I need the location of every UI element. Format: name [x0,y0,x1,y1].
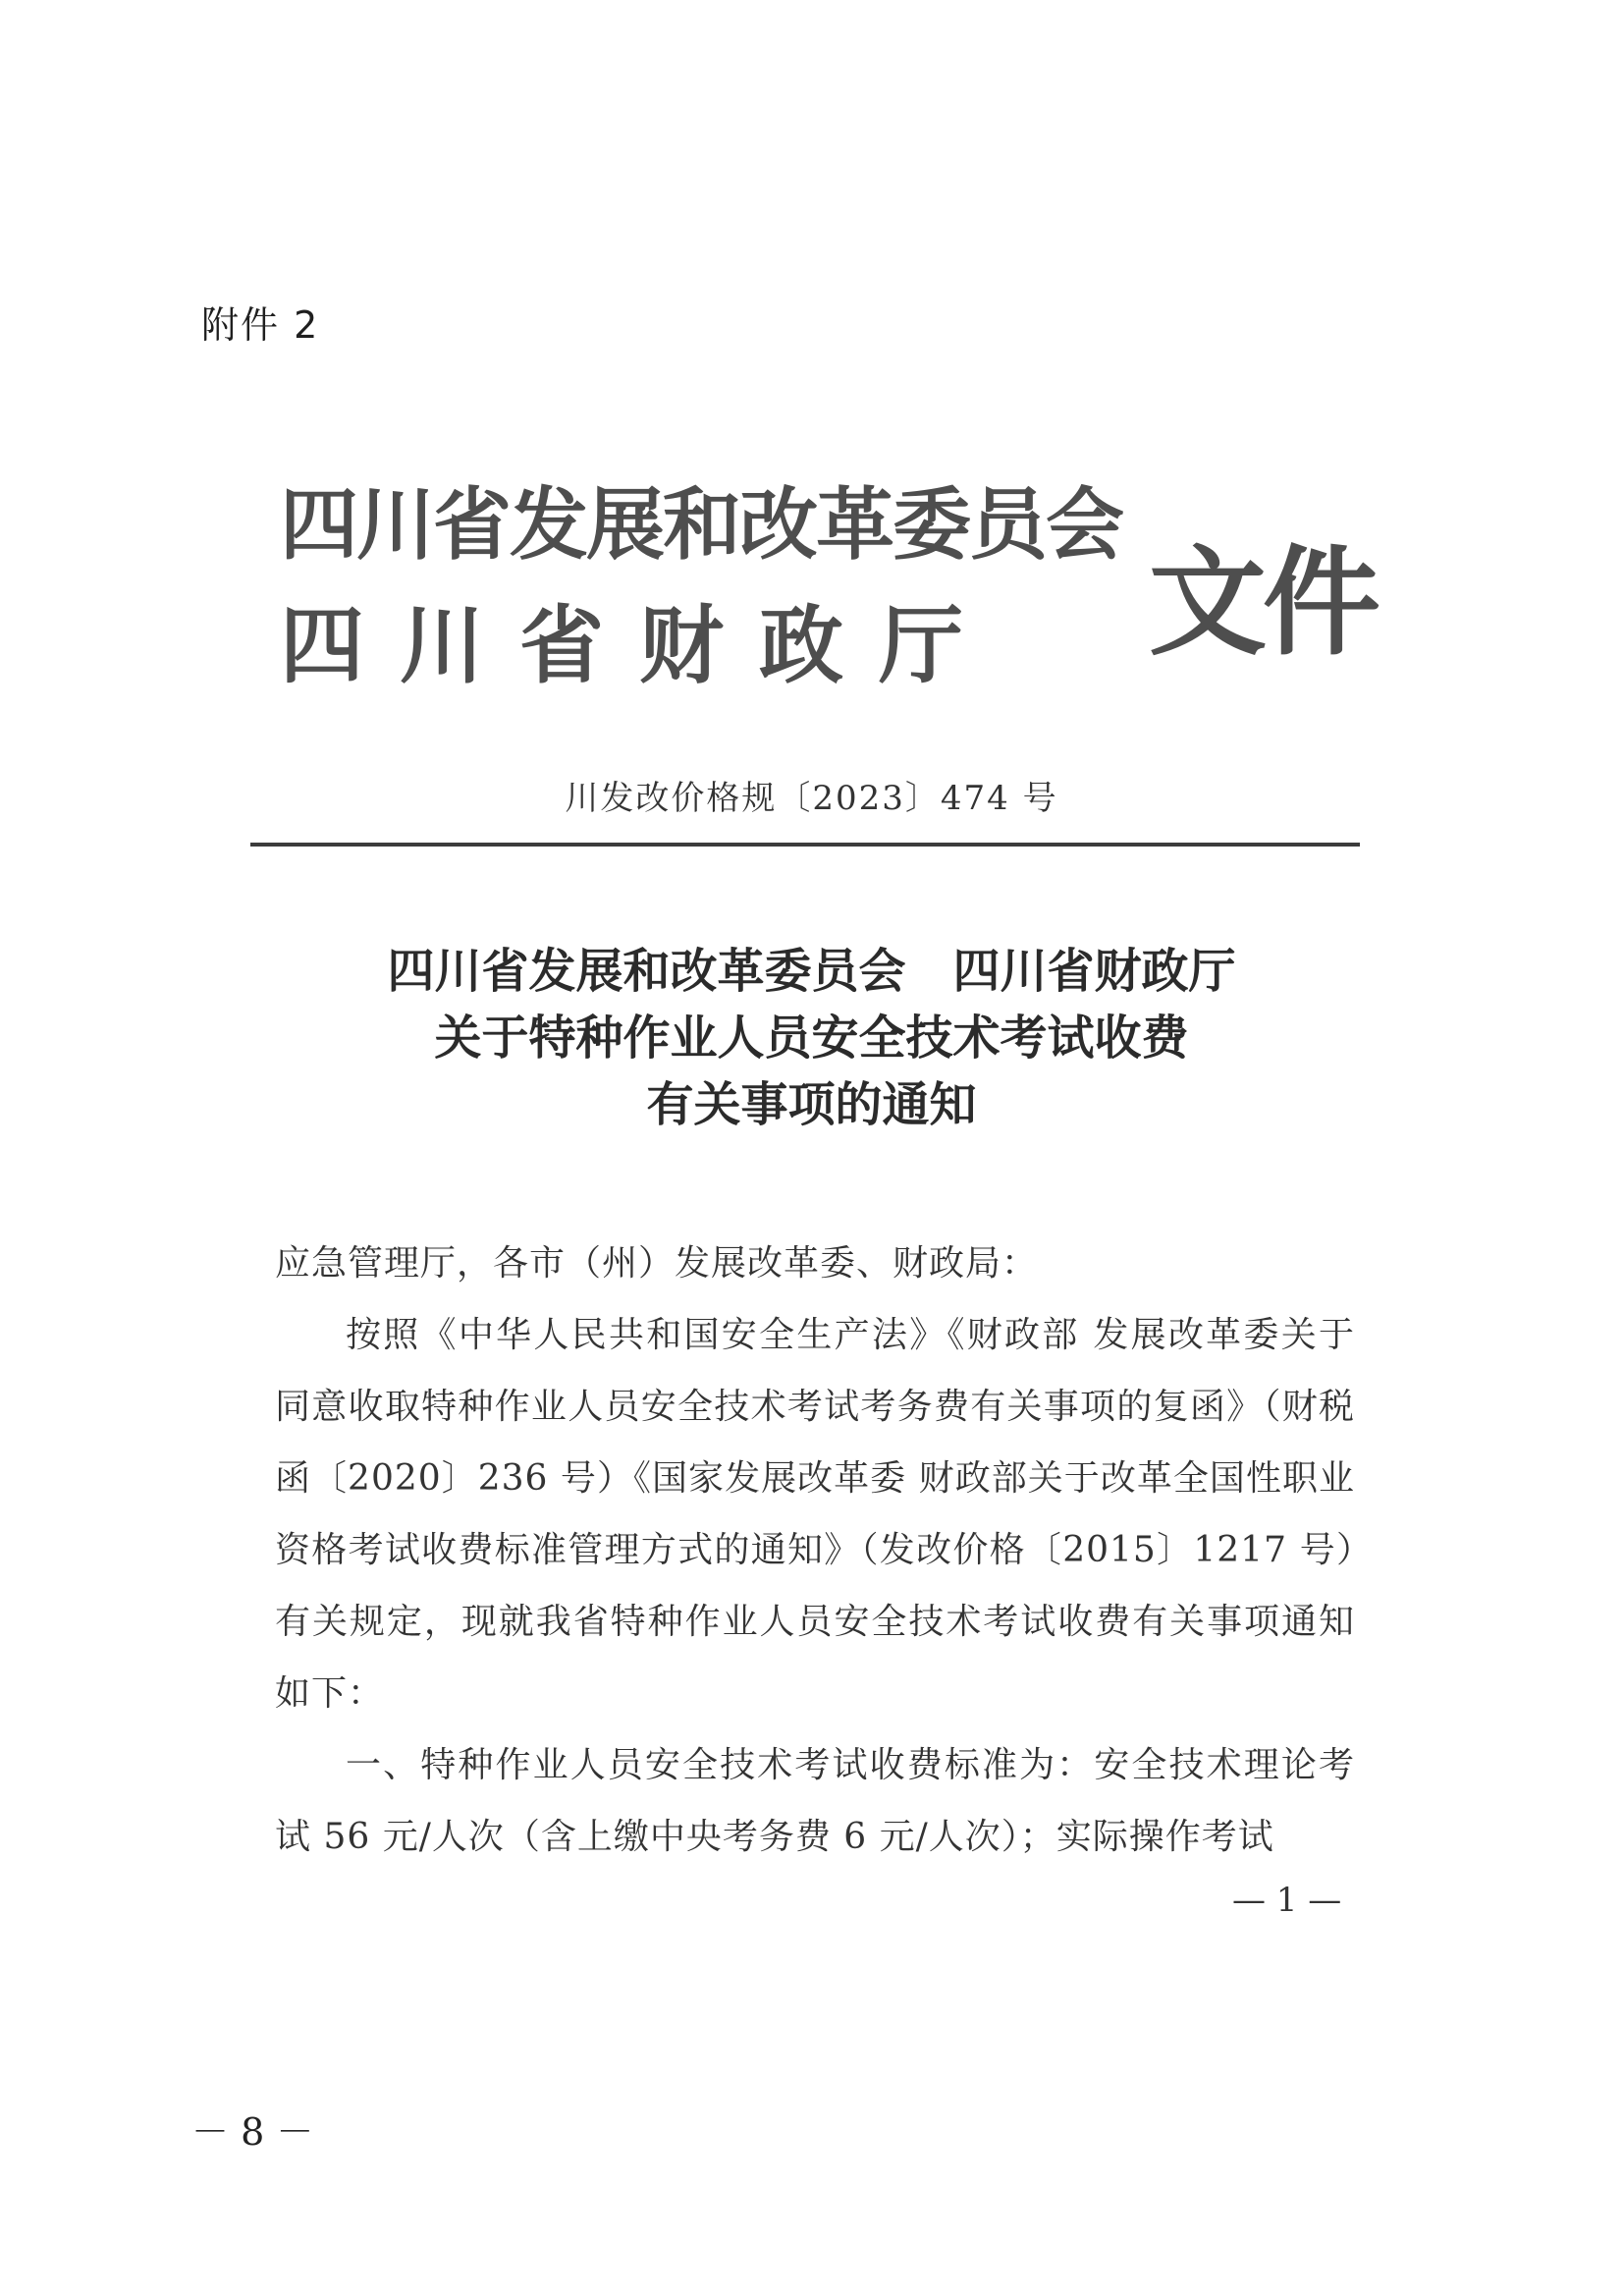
title-line-3: 有关事项的通知 [646,1077,977,1132]
issuer-line-1: 四川省发展和改革委员会 [280,479,1122,571]
document-title [0,938,1623,1138]
issuer-line-2: 四川省财政厅 [280,597,999,695]
attachment-label: 附件 2 [201,303,320,347]
header-divider [250,843,1360,847]
document-number: 川发改价格规〔2023〕474 号 [565,779,1058,818]
body-paragraph: 按照《中华人民共和国安全生产法》《财政部 发展改革委关于同意收取特种作业人员安全技术考试考务费有关事项的复函》（财税函〔2020〕236 号）《国家发展改革委 财政部关于改革全国性职业资格考试收费标准管理方式的通知》（发改价格〔2015〕1217 号）有关规定，现就我省特种作业人员安全技术考试收费有关事项通知如下： [275,1315,1355,1714]
outer-page-number: － 8 － [191,2110,314,2154]
inner-page-number: — 1 — [1232,1881,1342,1920]
document-word: 文件 [1149,535,1377,672]
document-header [280,462,1377,707]
salutation: 应急管理厅，各市（州）发展改革委、财政局： [275,1243,1039,1284]
body-paragraph: 一、特种作业人员安全技术考试收费标准为：安全技术理论考试 56 元/人次（含上缴中央考务费 6 元/人次）；实际操作考试 [275,1745,1355,1857]
title-line-2: 关于特种作业人员安全技术考试收费 [434,1011,1189,1066]
document-body [275,1228,1355,1873]
title-line-1: 四川省发展和改革委员会 四川省财政厅 [387,944,1236,999]
